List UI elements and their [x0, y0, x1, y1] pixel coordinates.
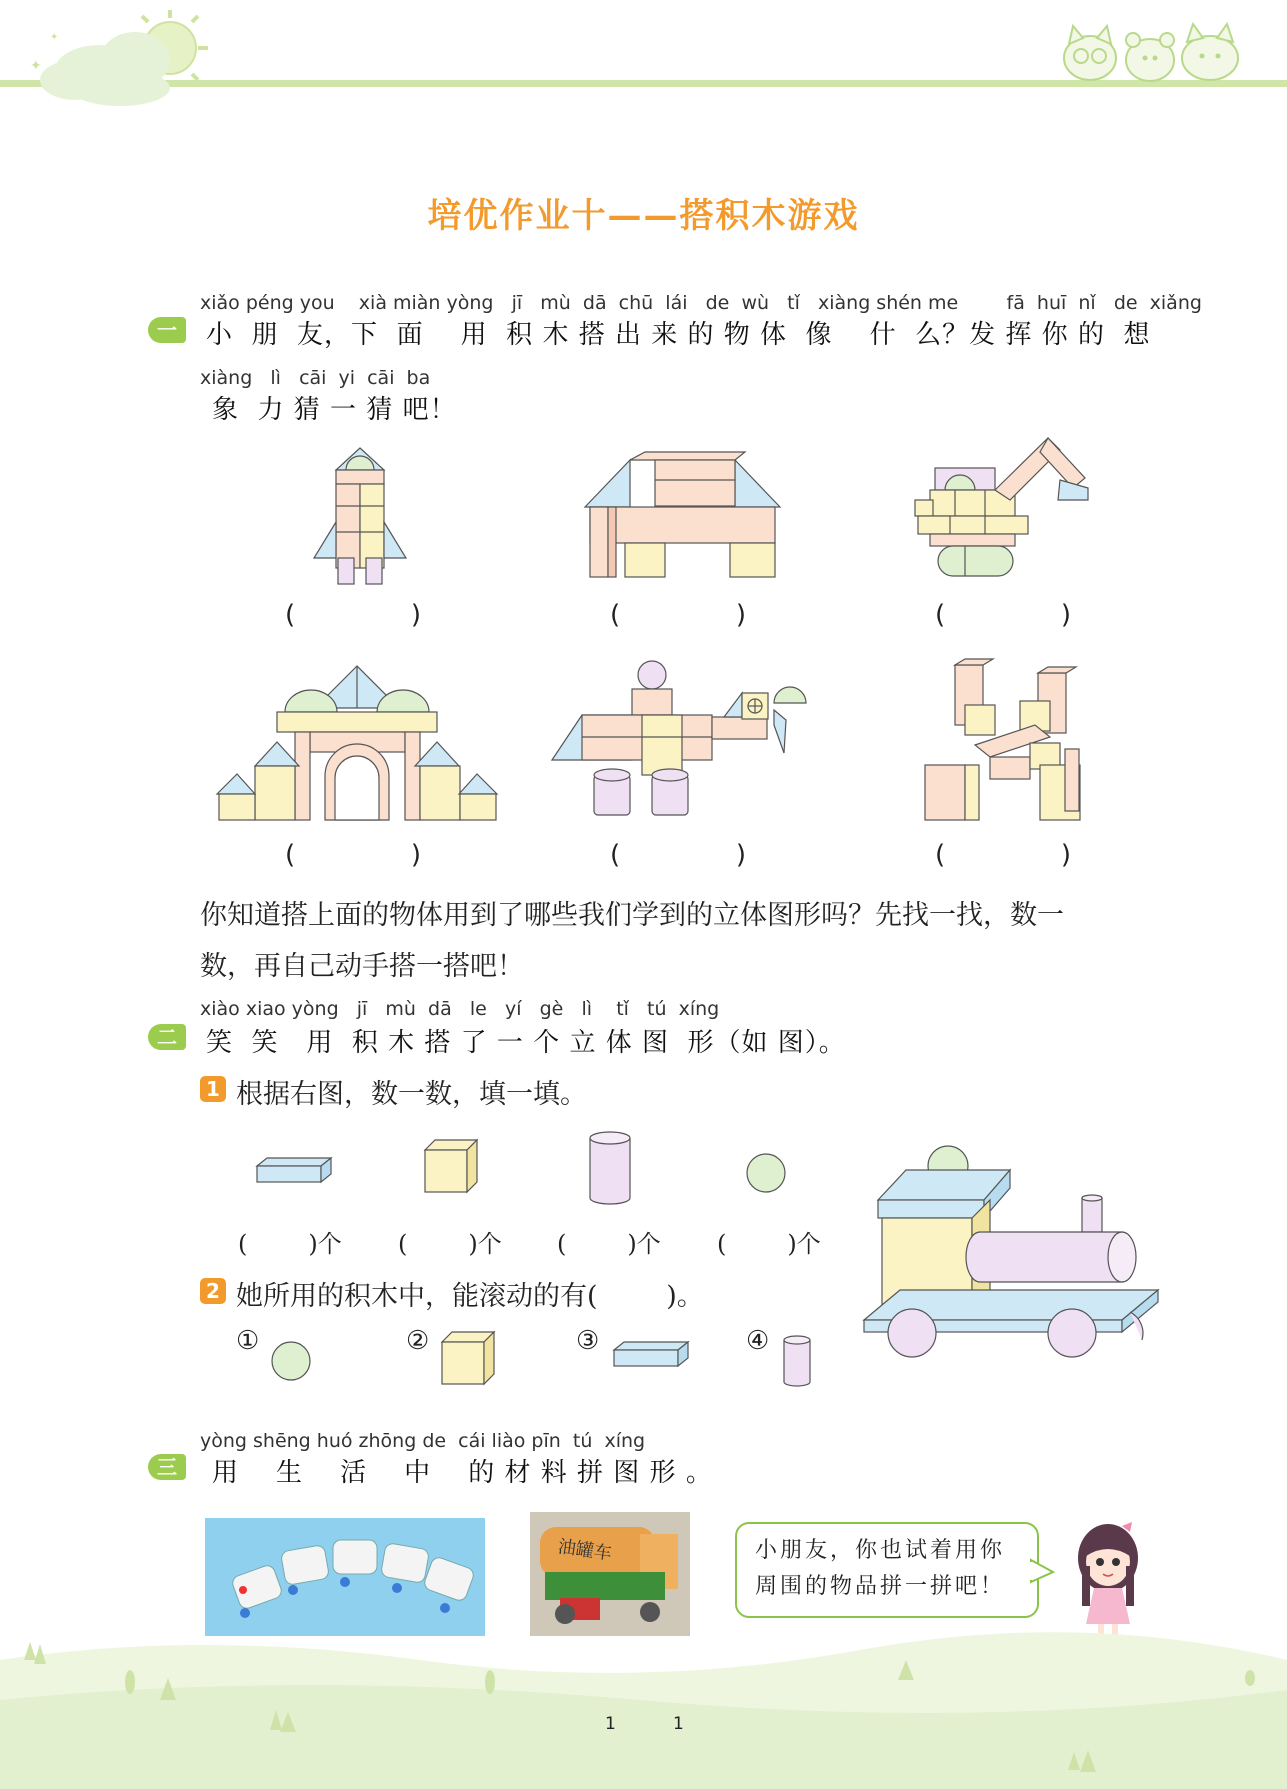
- figure-excavator: [910, 438, 1095, 586]
- question-text: 根据右图，数一数，填一填。: [236, 1079, 587, 1110]
- cloud-icon: [40, 32, 170, 106]
- svg-text:✦: ✦: [50, 32, 59, 43]
- figure-castle: [215, 666, 500, 821]
- option-3-cuboid-icon[interactable]: [614, 1342, 692, 1370]
- instruction-text: 象 力 猜 一 猜 吧！: [212, 395, 457, 425]
- figure-blocks: [920, 665, 1095, 825]
- grass-hills-decoration: [0, 1620, 1287, 1789]
- count-blank-cube[interactable]: ( )个: [398, 1230, 502, 1258]
- answer-blank[interactable]: ( ): [610, 840, 746, 870]
- section-badge-2: 二: [148, 1024, 186, 1050]
- page-title: 培优作业十——搭积木游戏: [427, 196, 860, 236]
- photo-bottle-train: [205, 1518, 485, 1636]
- option-4-cylinder-icon[interactable]: [782, 1334, 812, 1388]
- pinyin-line: xiào xiao yòng jī mù dā le yí gè lì tǐ tú xíng: [200, 998, 720, 1020]
- section-badge-1: 一: [148, 317, 186, 343]
- block-train-figure: [860, 1140, 1160, 1362]
- figure-airplane: [552, 665, 812, 817]
- option-4-label[interactable]: ④: [746, 1326, 770, 1356]
- truck-label: 油罐车: [556, 1536, 613, 1565]
- instruction-text: 用 生 活 中 的 材 料 拼 图 形 。: [212, 1458, 713, 1488]
- page-number-left: 1: [605, 1714, 616, 1734]
- animal-faces-decoration: [1055, 20, 1255, 85]
- question-number-1: 1: [200, 1076, 226, 1102]
- option-1-sphere-icon[interactable]: [270, 1340, 312, 1382]
- cube-icon: [425, 1140, 480, 1195]
- bubble-text-line1: 小朋友，你也试着用你: [755, 1538, 1006, 1563]
- photo-box-truck: [530, 1512, 690, 1636]
- answer-blank[interactable]: ( ): [610, 600, 746, 630]
- cuboid-icon: [257, 1158, 335, 1186]
- answer-blank[interactable]: ( ): [285, 840, 421, 870]
- count-blank-sphere[interactable]: ( )个: [717, 1230, 821, 1258]
- option-1-label[interactable]: ①: [236, 1326, 260, 1356]
- pinyin-line: yòng shēng huó zhōng de cái liào pīn tú xíng: [200, 1430, 646, 1452]
- bubble-tail: [1031, 1560, 1055, 1586]
- question-text: 你知道搭上面的物体用到了哪些我们学到的立体图形吗？先找一找，数一: [200, 900, 1064, 931]
- pinyin-line: xiàng lì cāi yi cāi ba: [200, 367, 431, 389]
- sun-cloud-decoration: [20, 0, 210, 110]
- answer-blank[interactable]: ( ): [285, 600, 421, 630]
- question-text: 她所用的积木中，能滚动的有( )。: [236, 1281, 704, 1312]
- bubble-text-line2: 周围的物品拼一拼吧！: [755, 1574, 1006, 1599]
- option-2-cube-icon[interactable]: [442, 1332, 497, 1387]
- answer-blank[interactable]: ( ): [935, 840, 1071, 870]
- figure-truck: [585, 452, 785, 580]
- svg-text:✦: ✦: [30, 58, 42, 74]
- instruction-text: 笑 笑 用 积 木 搭 了 一 个 立 体 图 形（如 图）。: [206, 1028, 846, 1058]
- option-2-label[interactable]: ②: [406, 1326, 430, 1356]
- figure-rocket: [310, 448, 410, 586]
- question-number-2: 2: [200, 1278, 226, 1304]
- sphere-icon: [745, 1152, 787, 1194]
- count-blank-cuboid[interactable]: ( )个: [238, 1230, 342, 1258]
- instruction-text: 小 朋 友，下 面 用 积 木 搭 出 来 的 物 体 像 什 么？发 挥 你 的 想: [206, 320, 1151, 350]
- pinyin-line: xiǎo péng you xià miàn yòng jī mù dā chū lái de wù tǐ xiàng shén me fā huī nǐ de xiǎng: [200, 292, 1202, 314]
- page-number-right: 1: [673, 1714, 684, 1734]
- count-blank-cylinder[interactable]: ( )个: [557, 1230, 661, 1258]
- cylinder-icon: [588, 1130, 632, 1206]
- option-3-label[interactable]: ③: [576, 1326, 600, 1356]
- section-badge-3: 三: [148, 1454, 186, 1480]
- answer-blank[interactable]: ( ): [935, 600, 1071, 630]
- question-text: 数，再自己动手搭一搭吧！: [200, 951, 524, 982]
